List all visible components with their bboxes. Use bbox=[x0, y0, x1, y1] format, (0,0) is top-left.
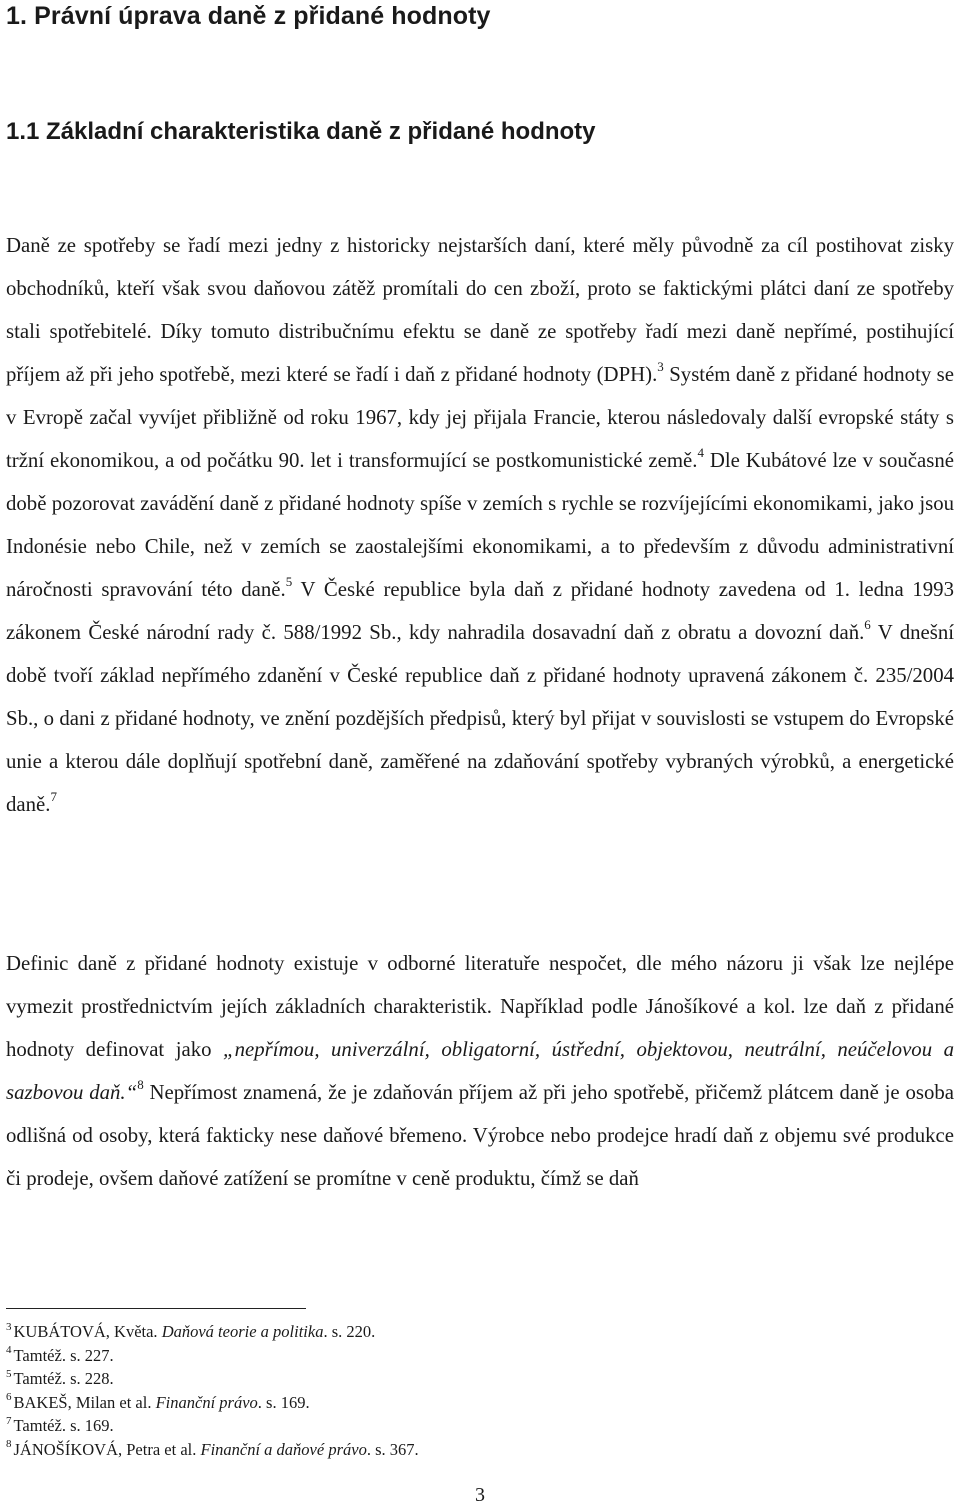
paragraph-1-sentence-1: Daně ze spotřeby se řadí mezi jedny z historicky nejstarších daní, které měly původně za cíl postihovat zisky obchodníků, kteří však svou daňovou zátěž promítali do cen zboží, proto se faktickými plátci daní ze spotřeby stali spotřebitelé. Díky tomuto distribučnímu efektu se daně ze spotřeby řadí mezi daně nepřímé, postihující příjem až při jeho spotřebě, mezi které se řadí i daň z přidané hodnoty (DPH). bbox=[6, 234, 954, 386]
footnote-number: 4 bbox=[6, 1344, 12, 1356]
footnote bbox=[6, 1414, 419, 1438]
footnote bbox=[6, 1438, 419, 1462]
footnote bbox=[6, 1367, 419, 1391]
paragraph-2-sentence-2: Nepřímost znamená, že je zdaňován příjem až při jeho spotřebě, přičemž plátcem daně je osoba odlišná od osoby, která fakticky nese daňové břemeno. Výrobce nebo prodejce hradí daň z objemu své produkce či prodeje, ovšem daňové zatížení se promítne v ceně produktu, čímž se daň bbox=[6, 1081, 954, 1190]
footnote-title: Finanční právo bbox=[155, 1392, 258, 1412]
footnote-separator bbox=[6, 1308, 306, 1309]
footnote-number: 3 bbox=[6, 1320, 12, 1333]
footnote-ref-3: 3 bbox=[657, 359, 664, 375]
footnotes bbox=[6, 1320, 419, 1461]
footnote-title: Finanční a daňové právo bbox=[200, 1439, 367, 1459]
footnote-text: JÁNOŠÍKOVÁ, Petra et al. bbox=[13, 1439, 201, 1459]
paragraph-2 bbox=[6, 942, 954, 1200]
footnote-text: Tamtéž. s. 169. bbox=[13, 1416, 114, 1435]
chapter-heading: 1. Právní úprava daně z přidané hodnoty bbox=[6, 2, 491, 30]
footnote-ref-4: 4 bbox=[697, 445, 704, 461]
footnote-text: Tamtéž. s. 228. bbox=[13, 1369, 114, 1388]
footnote-ref-8: 8 bbox=[137, 1077, 144, 1093]
paragraph-2-sentence-1: Definic daně z přidané hodnoty existuje v odborné literatuře nespočet, dle mého názoru ji však lze nejlépe vymezit prostřednictvím jejích základních charakteristik. Například podle Jánošíkové a kol. lze daň z přidané hodnoty definovat jako bbox=[6, 952, 954, 1061]
footnote-number: 8 bbox=[6, 1438, 12, 1450]
footnote bbox=[6, 1344, 419, 1368]
paragraph-1-sentence-2: Systém daně z přidané hodnoty se v Evropě začal vyvíjet přibližně od roku 1967, kdy jej přijala Francie, kterou následovaly další evropské státy s tržní ekonomikou, a od počátku 90. let i transformující se postkomunistické země. bbox=[6, 363, 955, 472]
footnote-text-end: . s. 169. bbox=[257, 1392, 310, 1412]
footnote-number: 7 bbox=[6, 1414, 12, 1427]
section-heading: 1.1 Základní charakteristika daně z přidané hodnoty bbox=[6, 118, 596, 145]
footnote bbox=[6, 1391, 419, 1415]
footnote-text: Tamtéž. s. 227. bbox=[13, 1345, 114, 1365]
footnote-text-end: . s. 367. bbox=[366, 1439, 419, 1459]
page-number: 3 bbox=[475, 1484, 485, 1506]
paragraph-1 bbox=[6, 224, 954, 826]
footnote-text: BAKEŠ, Milan et al. bbox=[13, 1392, 156, 1412]
footnote-text-end: . s. 220. bbox=[323, 1322, 376, 1341]
paragraph-1-sentence-4: V České republice byla daň z přidané hodnoty zavedena od 1. ledna 1993 zákonem České národní rady č. 588/1992 Sb., kdy nahradila dosavadní daň z obratu a dovozní daň. bbox=[6, 578, 954, 644]
footnote-title: Daňová teorie a politika bbox=[161, 1322, 324, 1341]
footnote-text: KUBÁTOVÁ, Květa. bbox=[13, 1322, 162, 1341]
footnote-ref-6: 6 bbox=[864, 617, 871, 633]
footnote bbox=[6, 1320, 419, 1344]
definition-quote: „nepřímou, univerzální, obligatorní, ústřední, objektovou, neutrální, neúčelovou a sazbovou daň.“ bbox=[6, 1038, 955, 1104]
paragraph-1-sentence-5: V dnešní době tvoří základ nepřímého zdanění v České republice daň z přidané hodnoty upravená zákonem č. 235/2004 Sb., o dani z přidané hodnoty, ve znění pozdějších předpisů, který byl přijat v souvislosti se vstupem do Evropské unie a kterou dále doplňují spotřební daně, zaměřené na zdaňování spotřeby vybraných výrobků, a energetické daně. bbox=[6, 621, 955, 816]
footnote-number: 6 bbox=[6, 1391, 12, 1403]
paragraph-1-sentence-3: Dle Kubátové lze v současné době pozorovat zavádění daně z přidané hodnoty spíše v zemích s rychle se rozvíjejícími ekonomikami, jako jsou Indonésie nebo Chile, než v zemích se zaostalejšími ekonomikami, a to především z důvodu administrativní náročnosti spravování této daně. bbox=[6, 449, 954, 601]
footnote-number: 5 bbox=[6, 1367, 12, 1380]
footnote-ref-5: 5 bbox=[285, 574, 293, 590]
footnote-ref-7: 7 bbox=[50, 789, 57, 805]
